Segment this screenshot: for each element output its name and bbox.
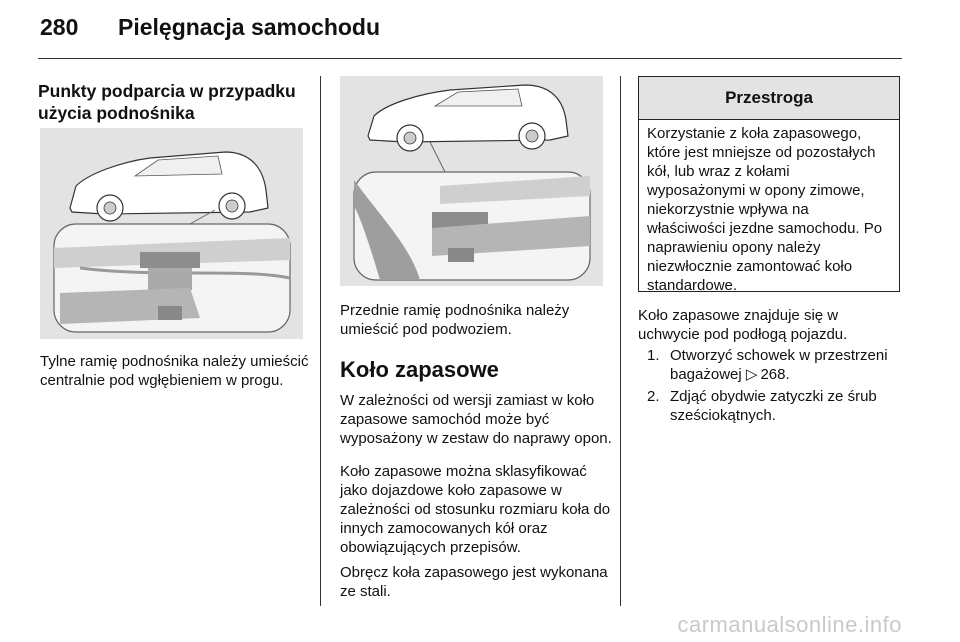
spare-paragraph-3: Obręcz koła zapasowego jest wykonana ze stali. — [340, 564, 608, 600]
rear-jack-point-figure — [40, 128, 303, 339]
spare-paragraph-1: W zależności od wersji zamiast w koło zapasowe samochód może być wyposażony w zestaw do naprawy opon. — [340, 392, 612, 447]
step-number: 2. — [647, 388, 660, 405]
spare-paragraph-2: Koło zapasowe można sklasyfikować jako dojazdowe koło zapasowe w zależności od stosunku rozmiaru koła do innych zamocowanych kół oraz obowiązujących przepisów. — [340, 463, 611, 556]
front-jack-point-figure — [340, 76, 603, 286]
step-text-main: Otworzyć schowek w przestrzeni bagażowej — [670, 347, 888, 383]
watermark: carmanualsonline.info — [677, 612, 902, 637]
header-rule — [38, 58, 902, 59]
list-item — [647, 387, 909, 427]
chapter-title: Pielęgnacja samochodu — [118, 14, 381, 40]
page-reference-link[interactable]: 268. — [760, 366, 790, 383]
column-divider — [320, 76, 321, 606]
page-number: 280 — [40, 14, 79, 40]
arrow-ref-icon[interactable]: ▷ — [745, 366, 758, 383]
rear-jack-text: Tylne ramię podnośnika należy umieścić centralnie pod wgłębieniem w progu. — [40, 353, 309, 389]
front-jack-illustration — [340, 76, 603, 286]
list-item — [647, 346, 909, 386]
caution-title: Przestroga — [639, 77, 899, 120]
column-divider — [620, 76, 621, 606]
spare-location-text: Koło zapasowe znajduje się w uchwycie pod podłogą pojazdu. — [638, 307, 848, 343]
section-heading: Punkty podparcia w przypadku użycia podnośnika — [38, 81, 296, 123]
caution-text: Korzystanie z koła zapasowego, które jest mniejsze od pozostałych kół, lub wraz z kołami wyposażonymi w opony zimowe, niekorzystnie wpływa na właściwości jezdne samochodu. Po naprawieniu opony należy niezwłocznie zamontować koło standardowe. — [647, 125, 883, 294]
front-jack-text: Przednie ramię podnośnika należy umieścić pod podwoziem. — [340, 302, 570, 338]
rear-jack-illustration — [40, 128, 303, 339]
caution-box — [638, 76, 900, 292]
step-text — [670, 346, 908, 384]
step-text: Zdjąć obydwie zatyczki ze śrub sześciokątnych. — [670, 388, 877, 424]
step-number: 1. — [647, 347, 660, 364]
spare-wheel-heading: Koło zapasowe — [340, 357, 499, 382]
